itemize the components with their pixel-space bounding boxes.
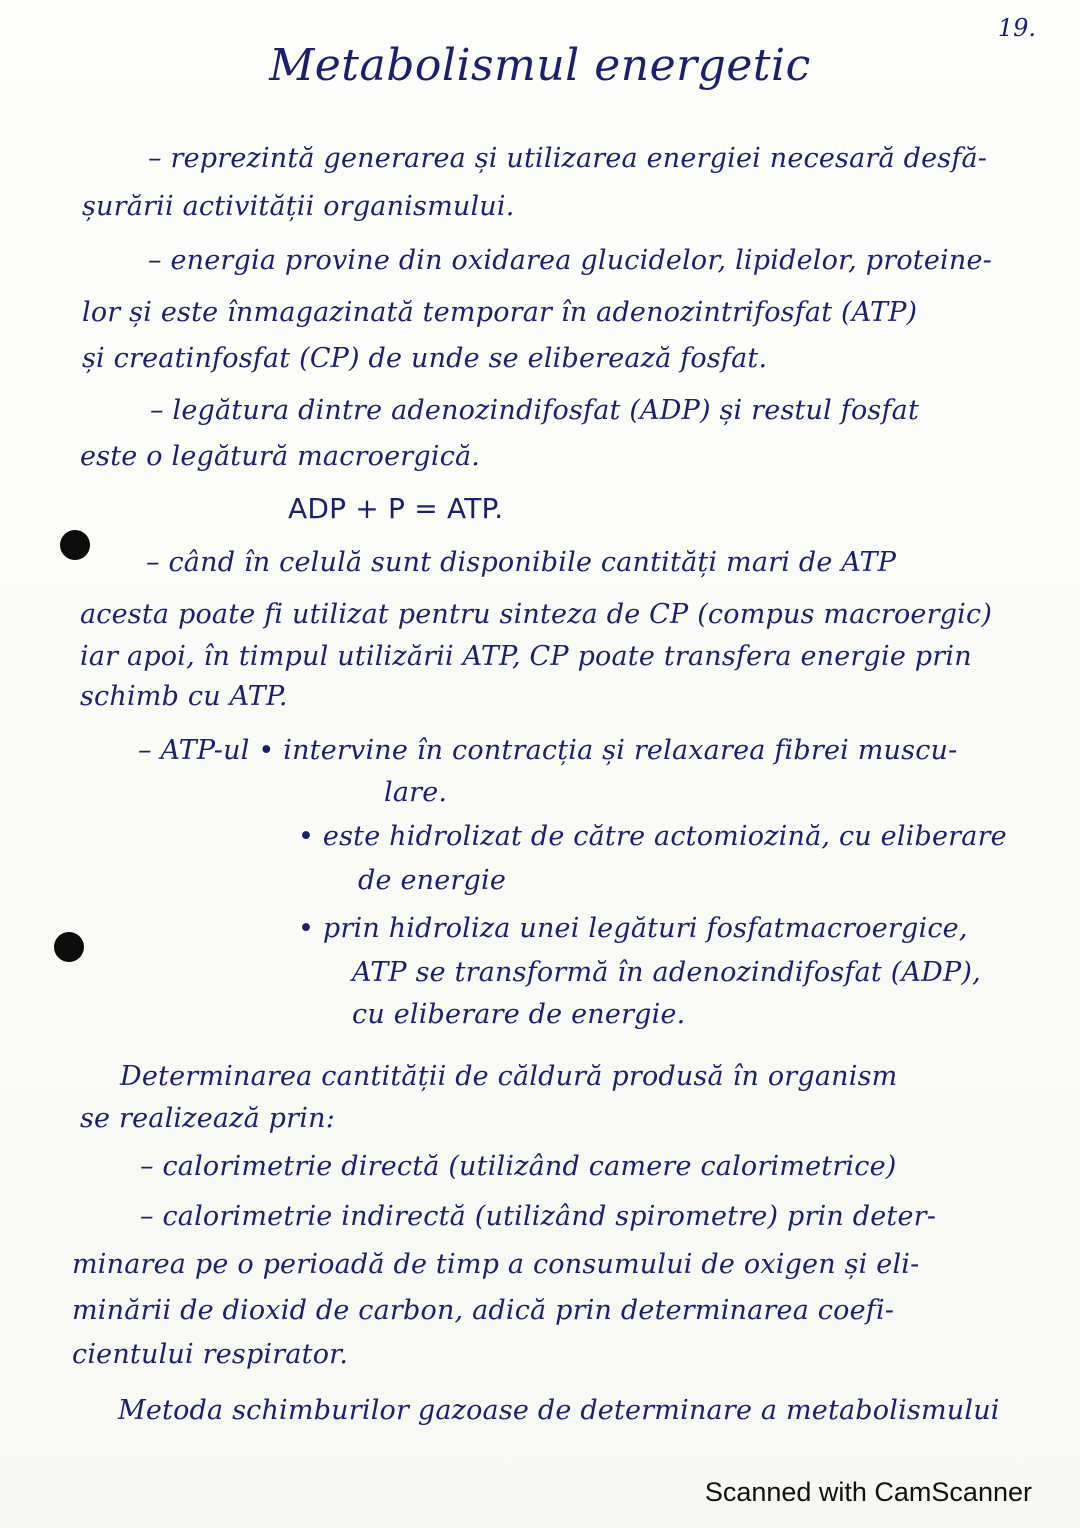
text-line-17: • prin hidroliza unei legături fosfatmacroergice,	[298, 913, 968, 944]
text-line-5: și creatinfosfat (CP) de unde se eliberează fosfat.	[82, 343, 768, 374]
text-line-15: • este hidrolizat de către actomiozină, cu eliberare	[298, 821, 1007, 852]
text-line-26: cientului respirator.	[72, 1339, 349, 1370]
page-title: Metabolismul energetic	[269, 40, 811, 91]
text-line-1: – reprezintă generarea și utilizarea energiei necesară desfă-	[148, 143, 988, 174]
text-line-2: șurării activității organismului.	[82, 191, 515, 222]
scanner-watermark: Scanned with CamScanner	[704, 1477, 1032, 1507]
text-line-4: lor și este înmagazinată temporar în adenozintrifosfat (ATP)	[82, 297, 918, 328]
text-line-13: – ATP-ul • intervine în contracția și relaxarea fibrei muscu-	[138, 735, 958, 766]
text-line-3: – energia provine din oxidarea glucidelor, lipidelor, proteine-	[148, 245, 992, 276]
text-line-22: – calorimetrie directă (utilizând camere calorimetrice)	[140, 1151, 897, 1182]
text-line-11: iar apoi, în timpul utilizării ATP, CP poate transfera energie prin	[80, 641, 972, 672]
text-line-10: acesta poate fi utilizat pentru sinteza de CP (compus macroergic)	[80, 599, 993, 630]
text-line-21: se realizează prin:	[80, 1103, 335, 1134]
text-line-6: – legătura dintre adenozindifosfat (ADP) și restul fosfat	[150, 395, 920, 426]
margin-dot-2	[54, 932, 84, 962]
text-line-25: minării de dioxid de carbon, adică prin determinarea coefi-	[72, 1295, 895, 1326]
text-line-12: schimb cu ATP.	[80, 681, 288, 712]
text-line-14: lare.	[384, 777, 448, 808]
page-number: 19.	[997, 14, 1036, 42]
text-line-7: este o legătură macroergică.	[80, 441, 481, 472]
equation-line: ADP + P = ATP.	[288, 492, 504, 525]
text-line-9: – când în celulă sunt disponibile cantități mari de ATP	[146, 547, 897, 578]
text-line-20: Determinarea cantității de căldură produsă în organism	[120, 1061, 898, 1092]
text-line-18: ATP se transformă în adenozindifosfat (ADP),	[352, 957, 981, 988]
text-line-16: de energie	[358, 865, 506, 896]
margin-dot-1	[60, 530, 90, 560]
text-line-24: minarea pe o perioadă de timp a consumului de oxigen și eli-	[72, 1249, 920, 1280]
text-line-19: cu eliberare de energie.	[352, 999, 686, 1030]
text-line-23: – calorimetrie indirectă (utilizând spirometre) prin deter-	[140, 1201, 937, 1232]
text-line-27: Metoda schimburilor gazoase de determinare a metabolismului	[118, 1395, 1000, 1426]
